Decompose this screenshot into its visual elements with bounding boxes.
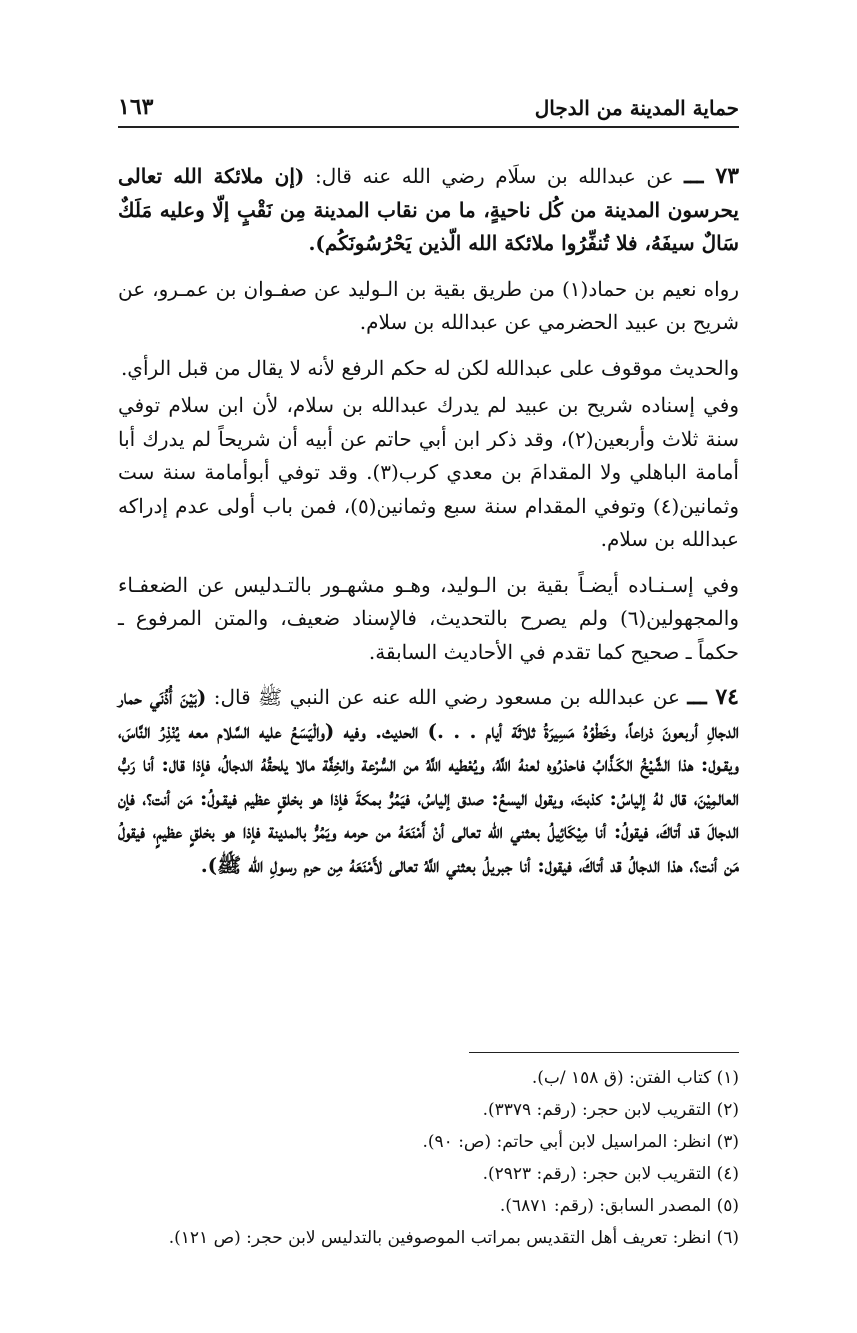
footnote: (٦) انظر: تعريف أهل التقديس بمراتب الموصوفين بالتدليس لابن حجر: (ص ١٢١). [168,1228,739,1248]
hadith-text: (بَيْنَ أُذُنَي حمار الدجالِ أربعونَ ذراعاً، وخَطْوُهُ مَسِيرَةُ ثلاثَة أيام . . .) الحديث. وفيه (والْيَسَعُ عليه السَّلام معه يُنْذِرُ النَّاسَ، ويقـول: هذا الشَّيْخُ الكَـذَّابُ فاحذرُوه لعنهُ اللَّهُ، ويُعْطيه اللَّهُ من السُّرْعة والخِفَّة مالا يلحقُهُ الدجالُ، فإذا قال: أنا رَبُّ العالمِيْنَ، قال لهُ إلياسُ: كذبتَ، ويقول اليسعُ: صدق إلياسُ، فيَمُرُّ بمكةَ فإذا هو بخلقٍ عظيم فيقـولُ: مَن أنت؟، فإن الدجالَ قد أتاكَ، فيقولُ: أنا مِيْكَائِيلُ بعثني الله تعالى أنْ أَمْنَعَهُ من حرمه ويَمُرُّ بالمدينة فإذا هو بخلقٍ عظيمٍ، فيقولُ مَن أنت؟، هذا الدجالُ قد أتاكَ، فيقول: أنا جبريلُ بعثني اللَّهُ تعالى لأَمْنَعَهُ مِن حرم رسولِ الله ﷺ). [118,685,739,877]
footnote: (١) كتاب الفتن: (ق ١٥٨ /ب). [531,1068,739,1088]
hadith-intro: عن عبدالله بن مسعود رضي الله عنه عن النبي ﷺ قال: [206,685,680,709]
commentary-paragraph: وفي إسناده شريح بن عبيد لم يدرك عبدالله بن سلام، لأن ابن سلام توفي سنة ثلاث وأربعين(٢)، وقد ذكر ابن أبي حاتم عن أبيه أن شريحاً لم يدرك أبا أمامة الباهلي ولا المقدامَ بن معدي كرب(٣). وقد توفي أبوأمامة سنة ست وثمانين(٤) وتوفي المقدام سنة سبع وثمانين(٥)، فمن باب أولى عدم إدراكه عبدالله بن سلام. [118,393,739,551]
running-title: حماية المدينة من الدجال [534,96,739,120]
commentary-paragraph: رواه نعيم بن حماد(١) من طريق بقية بن الـوليد عن صفـوان بن عمـرو، عن شريح بن عبيد الحضرمي عن عبدالله بن سلام. [118,276,739,334]
page-number: ١٦٣ [118,94,154,120]
hadith-73-paragraph [118,160,739,261]
footnote: (٤) التقريب لابن حجر: (رقم: ٢٩٢٣). [482,1164,739,1184]
hadith-text: (إن ملائكة الله تعالى يحرسون المدينة من كُل ناحيةٍ، ما من نقاب المدينة مِن نَقْبٍ إلّا وعليه مَلَكٌ سَالٌ سيفَهُ، فلا تُنفِّرُوا ملائكة الله الّذين يَحْرُسُونَكُم). [118,164,739,255]
footnote-separator [469,1052,739,1053]
hadith-number: ٧٤ ـــ [687,684,739,710]
footnote: (٢) التقريب لابن حجر: (رقم: ٣٣٧٩). [482,1100,739,1120]
commentary-paragraph: وفي إسـنـاده أيضـاً بقية بن الـوليد، وهـو مشهـور بالتـدليس عن الضعفـاء والمجهولين(٦) ولم يصرح بالتحديث، فالإسناد ضعيف، والمتن المرفوع ـ حكماً ـ صحيح كما تقدم في الأحاديث السابقة. [118,572,739,664]
hadith-number: ٧٣ ـــ [684,163,740,189]
footnote: (٥) المصدر السابق: (رقم: ٦٨٧١). [499,1196,739,1216]
hadith-intro: عن عبدالله بن سلَام رضي الله عنه قال: [304,164,674,188]
hadith-74-paragraph [118,681,739,882]
footnotes [118,1062,739,1254]
commentary-paragraph: والحديث موقوف على عبدالله لكن له حكم الرفع لأنه لا يقال من قبل الرأي. [120,355,739,380]
footnote: (٣) انظر: المراسيل لابن أبي حاتم: (ص: ٩٠). [422,1132,739,1152]
page-header [118,84,739,128]
main-text [118,160,739,894]
